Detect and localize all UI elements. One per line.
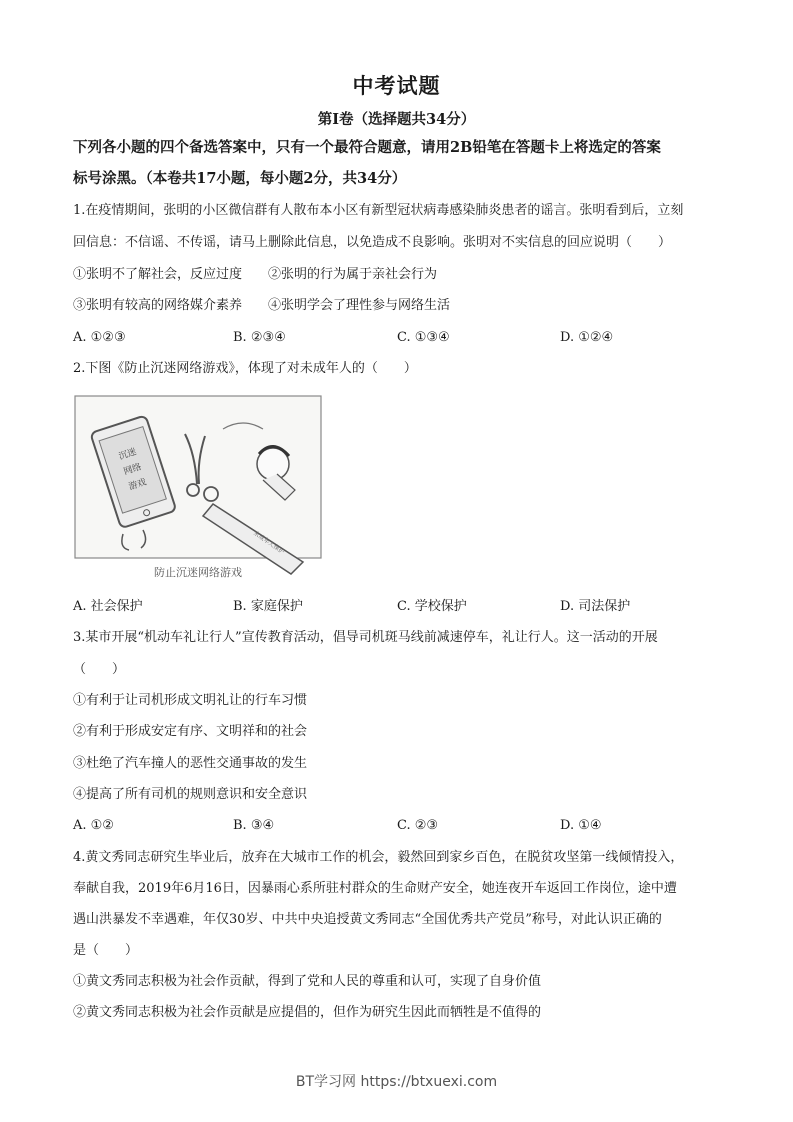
svg-text:未成年人保护: 未成年人保护 xyxy=(251,529,286,556)
question-stem: （ ） xyxy=(73,662,126,677)
svg-text:网络: 网络 xyxy=(122,462,143,478)
question-stem: 回信息：不信谣、不传谣，请马上删除此信息，以免造成不良影响。张明对不实信息的回应说明（ ） xyxy=(73,235,672,250)
question-stem: 4.黄文秀同志研究生毕业后，放弃在大城市工作的机会，毅然回到家乡百色，在脱贫攻坚第一线倾情投入， xyxy=(73,850,684,865)
cartoon-illustration-icon xyxy=(73,394,323,584)
option-b[interactable]: B. 家庭保护 xyxy=(233,599,303,614)
option-c[interactable]: C. ①③④ xyxy=(397,330,450,345)
question-stem: 3.某市开展“机动车礼让行人”宣传教育活动，倡导司机斑马线前减速停车，礼让行人。这一活动的开展 xyxy=(73,630,658,645)
option-a[interactable]: A. ①②③ xyxy=(73,330,126,345)
option-b[interactable]: B. ③④ xyxy=(233,818,275,833)
statement: ③杜绝了汽车撞人的恶性交通事故的发生 xyxy=(73,756,308,771)
instructions xyxy=(73,132,733,194)
svg-text:游戏: 游戏 xyxy=(127,477,148,493)
statement: ②有利于形成安定有序、文明祥和的社会 xyxy=(73,724,308,739)
instruction-line: 下列各小题的四个备选答案中，只有一个最符合题意，请用2B铅笔在答题卡上将选定的答案 xyxy=(73,139,661,156)
cartoon-figure xyxy=(73,394,323,584)
statement: ②黄文秀同志积极为社会作贡献是应提倡的，但作为研究生因此而牺牲是不值得的 xyxy=(73,1005,542,1020)
page-title: 中考试题 xyxy=(352,73,441,98)
option-d[interactable]: D. 司法保护 xyxy=(560,599,631,614)
section-heading: 第I卷（选择题共34分） xyxy=(317,111,476,128)
option-d[interactable]: D. ①②④ xyxy=(560,330,614,345)
question-stem: 奉献自我，2019年6月16日，因暴雨心系所驻村群众的生命财产安全，她连夜开车返回工作岗位，途中遭 xyxy=(73,881,677,896)
question-stem: 是（ ） xyxy=(73,943,139,958)
option-a[interactable]: A. ①② xyxy=(73,818,114,833)
question-stem: 1.在疫情期间，张明的小区微信群有人散布本小区有新型冠状病毒感染肺炎患者的谣言。张明看到后，立刻 xyxy=(73,203,684,218)
option-d[interactable]: D. ①④ xyxy=(560,818,602,833)
statement: ①黄文秀同志积极为社会作贡献，得到了党和人民的尊重和认可，实现了自身价值 xyxy=(73,974,542,989)
option-c[interactable]: C. ②③ xyxy=(397,818,439,833)
question-stem: 遇山洪暴发不幸遇难，年仅30岁、中共中央追授黄文秀同志“全国优秀共产党员”称号，对此认识正确的 xyxy=(73,912,662,927)
option-b[interactable]: B. ②③④ xyxy=(233,330,286,345)
statement: ③张明有较高的网络媒介素养 ④张明学会了理性参与网络生活 xyxy=(73,298,451,313)
option-a[interactable]: A. 社会保护 xyxy=(73,599,143,614)
instruction-line: 标号涂黑。（本卷共17小题，每小题2分，共34分） xyxy=(73,170,407,187)
svg-text:沉迷: 沉迷 xyxy=(117,447,138,463)
question-stem: 2.下图《防止沉迷网络游戏》，体现了对未成年人的（ ） xyxy=(73,361,417,376)
option-c[interactable]: C. 学校保护 xyxy=(397,599,467,614)
footer-watermark[interactable]: BT学习网 https://btxuexi.com xyxy=(295,1074,498,1090)
figure-caption: 防止沉迷网络游戏 xyxy=(154,566,242,579)
statement: ①有利于让司机形成文明礼让的行车习惯 xyxy=(73,693,308,708)
statement: ①张明不了解社会，反应过度 ②张明的行为属于亲社会行为 xyxy=(73,267,438,282)
statement: ④提高了所有司机的规则意识和安全意识 xyxy=(73,787,308,802)
